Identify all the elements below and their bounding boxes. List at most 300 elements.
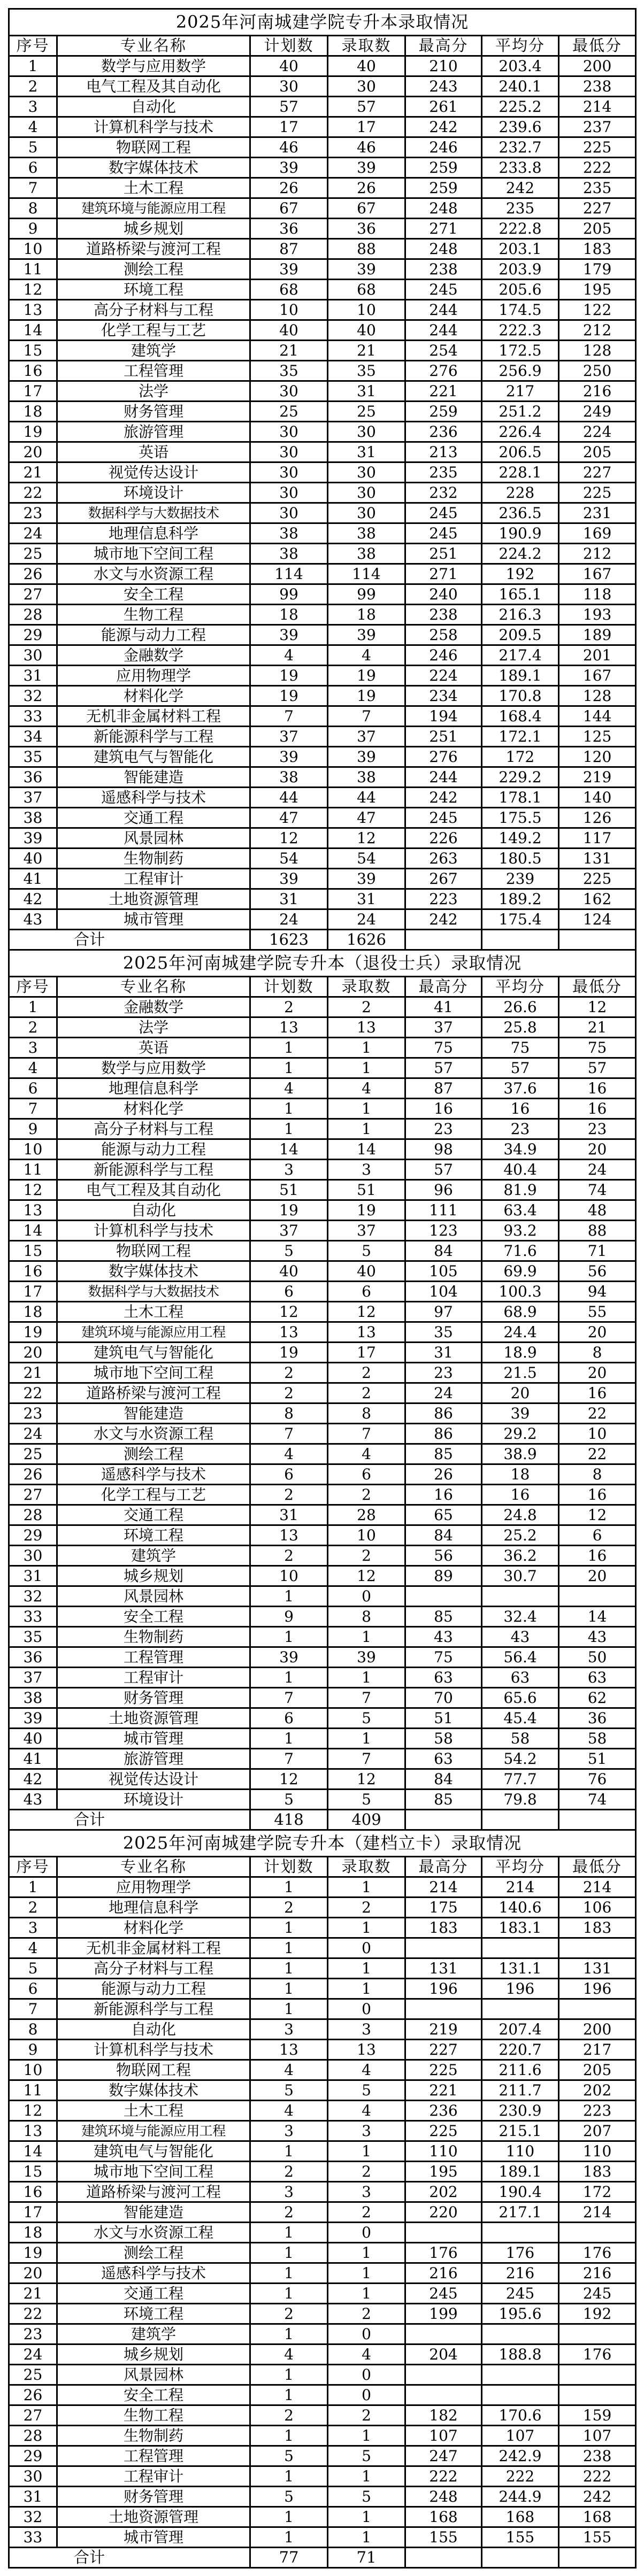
major-name-cell: 土木工程 <box>57 178 250 198</box>
major-name-cell: 工程审计 <box>57 869 250 889</box>
plan-count-cell: 4 <box>250 2101 328 2121</box>
min-score-cell: 238 <box>559 2446 636 2466</box>
avg-score-cell: 75 <box>482 1038 559 1058</box>
major-name-cell: 工程管理 <box>57 1647 250 1668</box>
table-row <box>9 1302 636 1322</box>
header-avg-score: 平均分 <box>482 36 559 56</box>
major-name-cell: 材料化学 <box>57 686 250 706</box>
table-row <box>9 544 636 564</box>
avg-score-cell: 217 <box>482 381 559 402</box>
plan-count-cell: 3 <box>250 2121 328 2141</box>
avg-score-cell: 176 <box>482 2243 559 2263</box>
major-name-cell: 数字媒体技术 <box>57 1261 250 1282</box>
total-label: 合计 <box>9 1810 250 1830</box>
avg-score-cell: 30.7 <box>482 1566 559 1586</box>
admitted-count-cell: 19 <box>328 686 405 706</box>
avg-score-cell: 244.9 <box>482 2487 559 2507</box>
admitted-count-cell: 8 <box>328 1607 405 1627</box>
max-score-cell <box>405 2223 482 2243</box>
major-name-cell: 地理信息科学 <box>57 1898 250 1918</box>
table-row <box>9 1038 636 1058</box>
major-name-cell: 财务管理 <box>57 402 250 422</box>
max-score-cell: 245 <box>405 808 482 828</box>
max-score-cell: 65 <box>405 1505 482 1525</box>
admitted-count-cell: 1 <box>328 2243 405 2263</box>
min-score-cell: 212 <box>559 320 636 341</box>
admitted-count-cell: 5 <box>328 1790 405 1810</box>
avg-score-cell: 170.8 <box>482 686 559 706</box>
plan-count-cell: 1 <box>250 1099 328 1119</box>
max-score-cell: 51 <box>405 1708 482 1729</box>
plan-count-cell: 1 <box>250 2466 328 2487</box>
admitted-count-cell: 5 <box>328 1241 405 1261</box>
avg-score-cell: 65.6 <box>482 1688 559 1708</box>
max-score-cell <box>405 2324 482 2344</box>
plan-count-cell: 1 <box>250 1979 328 1999</box>
major-name-cell: 金融数学 <box>57 997 250 1017</box>
seq-cell: 26 <box>9 2385 57 2405</box>
seq-cell: 13 <box>9 300 57 320</box>
seq-cell: 3 <box>9 1918 57 1938</box>
max-score-cell: 225 <box>405 2060 482 2080</box>
avg-score-cell: 45.4 <box>482 1708 559 1729</box>
max-score-cell: 219 <box>405 2019 482 2040</box>
admitted-count-cell: 7 <box>328 1688 405 1708</box>
major-name-cell: 材料化学 <box>57 1099 250 1119</box>
admitted-count-cell: 2 <box>328 2162 405 2182</box>
admitted-count-cell: 88 <box>328 239 405 259</box>
table-row <box>9 2446 636 2466</box>
avg-score-cell: 24.8 <box>482 1505 559 1525</box>
seq-cell: 12 <box>9 280 57 300</box>
table-row <box>9 1363 636 1383</box>
avg-score-cell: 230.9 <box>482 2101 559 2121</box>
seq-cell: 41 <box>9 1749 57 1769</box>
table-row <box>9 2263 636 2284</box>
table-row <box>9 1938 636 1958</box>
admitted-count-cell: 51 <box>328 1180 405 1200</box>
admitted-count-cell: 30 <box>328 503 405 523</box>
admitted-count-cell: 67 <box>328 198 405 219</box>
plan-count-cell: 2 <box>250 1363 328 1383</box>
max-score-cell: 23 <box>405 1363 482 1383</box>
plan-count-cell: 4 <box>250 2060 328 2080</box>
major-name-cell: 材料化学 <box>57 1918 250 1938</box>
max-score-cell: 98 <box>405 1139 482 1160</box>
admitted-count-cell: 39 <box>328 747 405 767</box>
max-score-cell: 37 <box>405 1017 482 1038</box>
avg-score-cell: 232.7 <box>482 137 559 158</box>
min-score-cell: 20 <box>559 1566 636 1586</box>
min-score-cell <box>559 1586 636 1607</box>
major-name-cell: 环境设计 <box>57 1790 250 1810</box>
table-row <box>9 909 636 930</box>
max-score-cell: 86 <box>405 1403 482 1424</box>
total-admitted-count: 409 <box>328 1810 405 1830</box>
avg-score-cell <box>482 2385 559 2405</box>
plan-count-cell: 1 <box>250 1729 328 1749</box>
seq-cell: 3 <box>9 97 57 117</box>
table-row <box>9 1979 636 1999</box>
seq-cell: 33 <box>9 706 57 727</box>
empty-cell <box>405 930 482 950</box>
table-row <box>9 2405 636 2426</box>
total-row <box>9 930 636 950</box>
avg-score-cell: 180.5 <box>482 849 559 869</box>
plan-count-cell: 4 <box>250 1444 328 1464</box>
header-max-score: 最高分 <box>405 36 482 56</box>
max-score-cell: 213 <box>405 442 482 462</box>
plan-count-cell: 3 <box>250 2182 328 2202</box>
plan-count-cell: 87 <box>250 239 328 259</box>
plan-count-cell: 39 <box>250 1647 328 1668</box>
min-score-cell: 21 <box>559 1017 636 1038</box>
min-score-cell: 74 <box>559 1790 636 1810</box>
seq-cell: 22 <box>9 483 57 503</box>
admitted-count-cell: 6 <box>328 1282 405 1302</box>
table-row <box>9 239 636 259</box>
plan-count-cell: 1 <box>250 2385 328 2405</box>
total-plan-count: 418 <box>250 1810 328 1830</box>
header-seq: 序号 <box>9 1857 57 1877</box>
table-row <box>9 1261 636 1282</box>
major-name-cell: 土木工程 <box>57 2101 250 2121</box>
avg-score-cell: 228 <box>482 483 559 503</box>
plan-count-cell: 36 <box>250 219 328 239</box>
major-name-cell: 英语 <box>57 1038 250 1058</box>
table-row <box>9 341 636 361</box>
admitted-count-cell: 4 <box>328 2101 405 2121</box>
avg-score-cell: 26.6 <box>482 997 559 1017</box>
major-name-cell: 环境工程 <box>57 1525 250 1546</box>
min-score-cell: 16 <box>559 1099 636 1119</box>
avg-score-cell: 168 <box>482 2507 559 2527</box>
min-score-cell: 20 <box>559 1322 636 1343</box>
plan-count-cell: 4 <box>250 2344 328 2365</box>
admitted-count-cell: 1 <box>328 1877 405 1898</box>
seq-cell: 17 <box>9 2202 57 2223</box>
min-score-cell: 196 <box>559 1979 636 1999</box>
major-name-cell: 建筑环境与能源应用工程 <box>57 2121 250 2141</box>
seq-cell: 16 <box>9 1261 57 1282</box>
seq-cell: 25 <box>9 1444 57 1464</box>
max-score-cell: 176 <box>405 2243 482 2263</box>
admitted-count-cell: 40 <box>328 56 405 76</box>
admitted-count-cell: 4 <box>328 1444 405 1464</box>
total-label: 合计 <box>9 930 250 950</box>
max-score-cell: 194 <box>405 706 482 727</box>
plan-count-cell: 2 <box>250 2304 328 2324</box>
min-score-cell: 20 <box>559 1363 636 1383</box>
max-score-cell: 236 <box>405 422 482 442</box>
total-label: 合计 <box>9 2548 250 2568</box>
table-row <box>9 2426 636 2446</box>
avg-score-cell: 69.9 <box>482 1261 559 1282</box>
admitted-count-cell: 2 <box>328 997 405 1017</box>
avg-score-cell: 175.5 <box>482 808 559 828</box>
table-row <box>9 422 636 442</box>
max-score-cell: 75 <box>405 1038 482 1058</box>
plan-count-cell: 39 <box>250 259 328 280</box>
min-score-cell: 117 <box>559 828 636 849</box>
table-row <box>9 1485 636 1505</box>
admitted-count-cell: 1 <box>328 1979 405 1999</box>
major-name-cell: 生物工程 <box>57 605 250 625</box>
min-score-cell: 118 <box>559 584 636 605</box>
max-score-cell: 243 <box>405 76 482 97</box>
seq-cell: 4 <box>9 117 57 137</box>
min-score-cell: 231 <box>559 503 636 523</box>
major-name-cell: 计算机科学与技术 <box>57 1221 250 1241</box>
min-score-cell: 169 <box>559 523 636 544</box>
seq-cell: 37 <box>9 1668 57 1688</box>
max-score-cell: 58 <box>405 1729 482 1749</box>
seq-cell: 26 <box>9 564 57 584</box>
table-row <box>9 1444 636 1464</box>
max-score-cell: 263 <box>405 849 482 869</box>
table-row <box>9 1898 636 1918</box>
min-score-cell: 120 <box>559 747 636 767</box>
table-row <box>9 889 636 909</box>
header-admitted-count: 录取数 <box>328 977 405 997</box>
plan-count-cell: 30 <box>250 462 328 483</box>
max-score-cell: 244 <box>405 767 482 788</box>
avg-score-cell: 16 <box>482 1099 559 1119</box>
avg-score-cell: 192 <box>482 564 559 584</box>
seq-cell: 11 <box>9 1160 57 1180</box>
min-score-cell: 128 <box>559 686 636 706</box>
admitted-count-cell: 4 <box>328 1078 405 1099</box>
seq-cell: 33 <box>9 1607 57 1627</box>
table-row <box>9 1078 636 1099</box>
avg-score-cell: 211.6 <box>482 2060 559 2080</box>
seq-cell: 8 <box>9 198 57 219</box>
avg-score-cell: 224.2 <box>482 544 559 564</box>
plan-count-cell: 25 <box>250 402 328 422</box>
plan-count-cell: 1 <box>250 1877 328 1898</box>
seq-cell: 38 <box>9 808 57 828</box>
avg-score-cell: 256.9 <box>482 361 559 381</box>
avg-score-cell: 63 <box>482 1668 559 1688</box>
min-score-cell: 140 <box>559 788 636 808</box>
admitted-count-cell: 4 <box>328 2344 405 2365</box>
plan-count-cell: 1 <box>250 1058 328 1078</box>
max-score-cell: 85 <box>405 1444 482 1464</box>
table-row <box>9 808 636 828</box>
admitted-count-cell: 46 <box>328 137 405 158</box>
major-name-cell: 数据科学与大数据技术 <box>57 503 250 523</box>
table-row <box>9 2019 636 2040</box>
plan-count-cell: 2 <box>250 2202 328 2223</box>
table-row <box>9 1139 636 1160</box>
seq-cell: 36 <box>9 1647 57 1668</box>
major-name-cell: 能源与动力工程 <box>57 625 250 645</box>
plan-count-cell: 1 <box>250 2141 328 2162</box>
major-name-cell: 生物制药 <box>57 849 250 869</box>
admitted-count-cell: 30 <box>328 483 405 503</box>
min-score-cell: 16 <box>559 1546 636 1566</box>
min-score-cell: 23 <box>559 1119 636 1139</box>
avg-score-cell: 172 <box>482 747 559 767</box>
table-row <box>9 198 636 219</box>
max-score-cell: 240 <box>405 584 482 605</box>
avg-score-cell: 172.5 <box>482 341 559 361</box>
seq-cell: 16 <box>9 361 57 381</box>
header-min-score: 最低分 <box>559 36 636 56</box>
plan-count-cell: 37 <box>250 1221 328 1241</box>
table-row <box>9 442 636 462</box>
table-row <box>9 1119 636 1139</box>
major-name-cell: 旅游管理 <box>57 1749 250 1769</box>
major-name-cell: 自动化 <box>57 1200 250 1221</box>
plan-count-cell: 1 <box>250 1938 328 1958</box>
plan-count-cell: 1 <box>250 2243 328 2263</box>
avg-score-cell: 190.9 <box>482 523 559 544</box>
max-score-cell: 87 <box>405 1078 482 1099</box>
major-name-cell: 自动化 <box>57 97 250 117</box>
avg-score-cell: 172.1 <box>482 727 559 747</box>
admitted-count-cell: 24 <box>328 909 405 930</box>
header-avg-score: 平均分 <box>482 1857 559 1877</box>
seq-cell: 15 <box>9 2162 57 2182</box>
avg-score-cell: 43 <box>482 1627 559 1647</box>
max-score-cell: 24 <box>405 1383 482 1403</box>
min-score-cell: 216 <box>559 381 636 402</box>
admitted-count-cell: 10 <box>328 300 405 320</box>
plan-count-cell: 5 <box>250 1241 328 1261</box>
min-score-cell: 249 <box>559 402 636 422</box>
admitted-count-cell: 40 <box>328 1261 405 1282</box>
admitted-count-cell: 38 <box>328 544 405 564</box>
major-name-cell: 建筑电气与智能化 <box>57 747 250 767</box>
plan-count-cell: 3 <box>250 1160 328 1180</box>
avg-score-cell: 236.5 <box>482 503 559 523</box>
max-score-cell: 259 <box>405 178 482 198</box>
avg-score-cell: 71.6 <box>482 1241 559 1261</box>
avg-score-cell <box>482 1999 559 2019</box>
max-score-cell <box>405 1938 482 1958</box>
admitted-count-cell: 31 <box>328 889 405 909</box>
min-score-cell: 235 <box>559 178 636 198</box>
plan-count-cell: 30 <box>250 381 328 402</box>
seq-cell: 8 <box>9 2019 57 2040</box>
plan-count-cell: 67 <box>250 198 328 219</box>
table-row <box>9 1505 636 1525</box>
avg-score-cell <box>482 2365 559 2385</box>
table-row <box>9 584 636 605</box>
table-row <box>9 2182 636 2202</box>
plan-count-cell: 30 <box>250 442 328 462</box>
empty-cell <box>405 2548 482 2568</box>
header-admitted-count: 录取数 <box>328 1857 405 1877</box>
avg-score-cell: 225.2 <box>482 97 559 117</box>
plan-count-cell: 21 <box>250 341 328 361</box>
header-max-score: 最高分 <box>405 977 482 997</box>
min-score-cell: 162 <box>559 889 636 909</box>
major-name-cell: 自动化 <box>57 2019 250 2040</box>
plan-count-cell: 10 <box>250 300 328 320</box>
max-score-cell: 155 <box>405 2527 482 2548</box>
plan-count-cell: 6 <box>250 1708 328 1729</box>
table-row <box>9 402 636 422</box>
plan-count-cell: 39 <box>250 625 328 645</box>
table-row <box>9 300 636 320</box>
min-score-cell: 192 <box>559 2304 636 2324</box>
max-score-cell: 26 <box>405 1464 482 1485</box>
seq-cell: 34 <box>9 727 57 747</box>
table-row <box>9 280 636 300</box>
max-score-cell: 259 <box>405 158 482 178</box>
avg-score-cell: 178.1 <box>482 788 559 808</box>
plan-count-cell: 40 <box>250 1261 328 1282</box>
avg-score-cell: 39 <box>482 1403 559 1424</box>
admitted-count-cell: 18 <box>328 605 405 625</box>
plan-count-cell: 40 <box>250 320 328 341</box>
min-score-cell: 225 <box>559 483 636 503</box>
major-name-cell: 工程管理 <box>57 2446 250 2466</box>
table-row <box>9 564 636 584</box>
table-row <box>9 849 636 869</box>
seq-cell: 10 <box>9 239 57 259</box>
plan-count-cell: 13 <box>250 1525 328 1546</box>
avg-score-cell: 233.8 <box>482 158 559 178</box>
avg-score-cell: 214 <box>482 1877 559 1898</box>
max-score-cell: 220 <box>405 2202 482 2223</box>
seq-cell: 24 <box>9 523 57 544</box>
plan-count-cell: 30 <box>250 422 328 442</box>
avg-score-cell: 216.3 <box>482 605 559 625</box>
seq-cell: 31 <box>9 2487 57 2507</box>
major-name-cell: 计算机科学与技术 <box>57 117 250 137</box>
seq-cell: 3 <box>9 1038 57 1058</box>
avg-score-cell: 23 <box>482 1119 559 1139</box>
major-name-cell: 化学工程与工艺 <box>57 320 250 341</box>
major-name-cell: 化学工程与工艺 <box>57 1485 250 1505</box>
min-score-cell: 195 <box>559 280 636 300</box>
plan-count-cell: 37 <box>250 727 328 747</box>
plan-count-cell: 4 <box>250 1078 328 1099</box>
plan-count-cell: 35 <box>250 361 328 381</box>
seq-cell: 4 <box>9 1058 57 1078</box>
table-row <box>9 1017 636 1038</box>
admitted-count-cell: 36 <box>328 219 405 239</box>
min-score-cell: 183 <box>559 1918 636 1938</box>
seq-cell: 20 <box>9 442 57 462</box>
table-row <box>9 503 636 523</box>
seq-cell: 14 <box>9 2141 57 2162</box>
plan-count-cell: 10 <box>250 1566 328 1586</box>
avg-score-cell: 79.8 <box>482 1790 559 1810</box>
major-name-cell: 应用物理学 <box>57 1877 250 1898</box>
plan-count-cell: 4 <box>250 645 328 666</box>
table-row <box>9 767 636 788</box>
table-row <box>9 1241 636 1261</box>
admitted-count-cell: 10 <box>328 1525 405 1546</box>
min-score-cell: 75 <box>559 1038 636 1058</box>
avg-score-cell: 155 <box>482 2527 559 2548</box>
major-name-cell: 安全工程 <box>57 584 250 605</box>
table-row <box>9 76 636 97</box>
plan-count-cell: 6 <box>250 1464 328 1485</box>
major-name-cell: 工程审计 <box>57 1668 250 1688</box>
seq-cell: 43 <box>9 909 57 930</box>
min-score-cell: 8 <box>559 1343 636 1363</box>
min-score-cell: 10 <box>559 1424 636 1444</box>
table-row <box>9 56 636 76</box>
min-score-cell: 237 <box>559 117 636 137</box>
major-name-cell: 土地资源管理 <box>57 889 250 909</box>
table-row <box>9 137 636 158</box>
